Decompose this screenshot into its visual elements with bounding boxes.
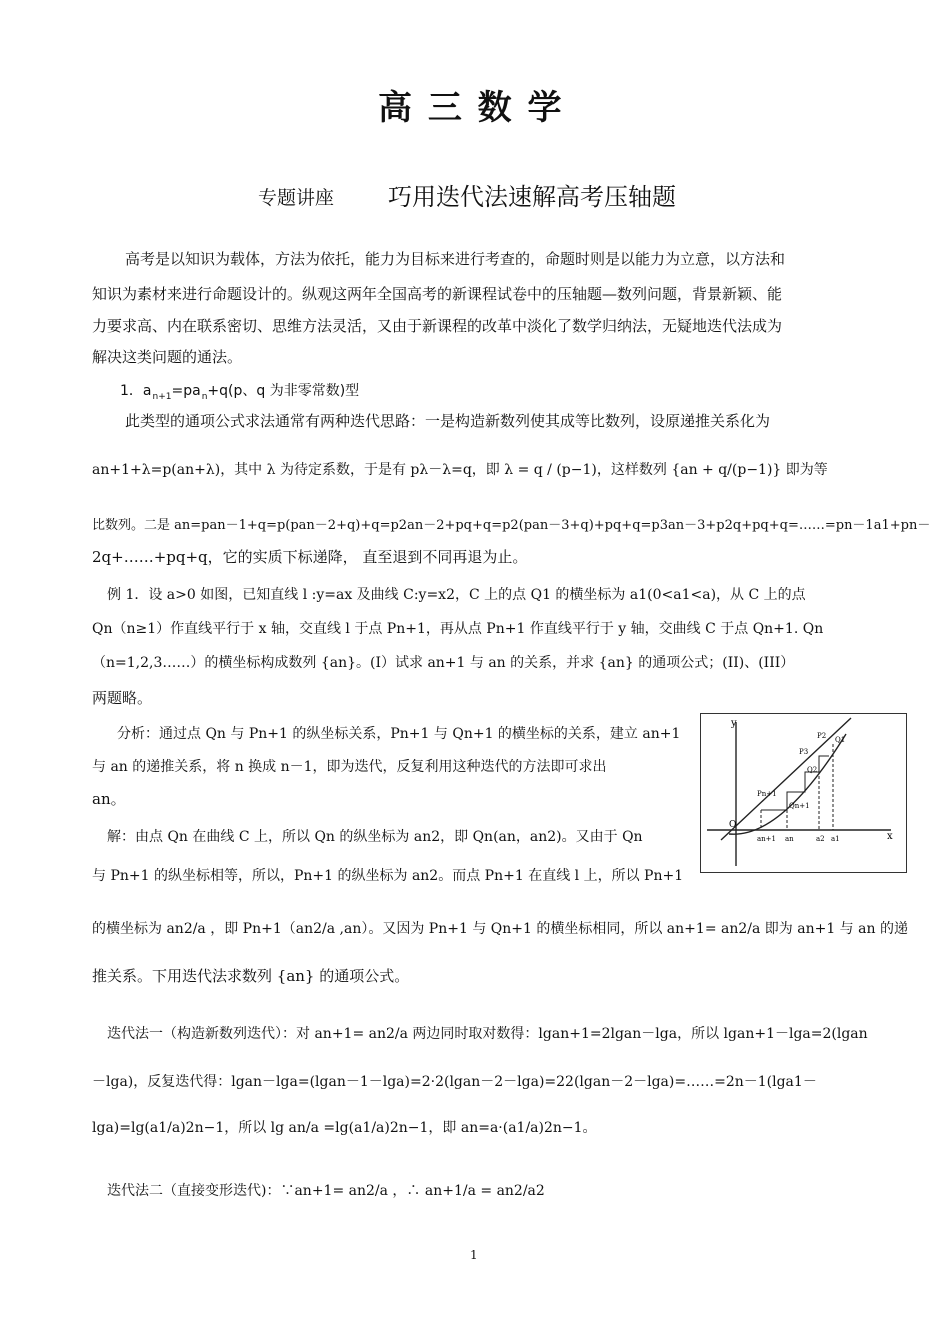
section-heading: [120, 381, 359, 407]
label-q2: Q2: [807, 766, 818, 774]
y-axis-label: y: [731, 718, 737, 729]
section-heading-prefix: 1．a: [120, 383, 152, 399]
label-a2: a2: [816, 835, 825, 843]
method1-line-2: －lga)，反复迭代得：lgan－lga=(lgan－1－lga)=2·2(lgan－2－lga)=22(lgan－2－lga)=……=2n－1(lga1－: [92, 1074, 817, 1090]
label-an1: an+1: [757, 835, 777, 843]
line-l: [721, 718, 851, 840]
label-an: an: [785, 835, 794, 843]
label-p2: P2: [817, 732, 827, 740]
curve-c: [729, 734, 846, 834]
subtitle-topic: 巧用迭代法速解高考压轴题: [388, 183, 676, 211]
label-q1: Q1: [835, 736, 846, 744]
method2-line-1: 迭代法二（直接变形迭代)：∵an+1= an2/a ，∴ an+1/a = an2/a2: [107, 1183, 545, 1199]
origin-label: O: [729, 820, 737, 830]
section-heading-sub2: n: [201, 392, 208, 402]
section1-line-2: an+1+λ=p(an+λ)，其中 λ 为待定系数，于是有 pλ－λ=q，即 λ = q / (p−1)，这样数列 {an + q/(p−1)} 即为等: [92, 462, 828, 478]
section1-line-4: 2q+……+pq+q，它的实质下标递降， 直至退到不同再退为止。: [92, 548, 528, 566]
section1-line-3: 比数列。二是 an=pan－1+q=p(pan－2+q)+q=p2an－2+pq+q=p2(pan－3+q)+pq+q=p3an－3+p2q+pq+q=……=pn－1a1+pn－: [92, 518, 931, 533]
figure-svg: [701, 714, 906, 872]
example-line-1: 例 1．设 a>0 如图，已知直线 l :y=ax 及曲线 C:y=x2，C 上的点 Q1 的横坐标为 a1(0<a1<a)，从 C 上的点: [107, 587, 806, 603]
intro-line-1: 高考是以知识为载体，方法为依托，能力为目标来进行考查的，命题时则是以能力为立意，以方法和: [125, 250, 786, 268]
example-line-3: （n=1,2,3……）的横坐标构成数列 {an}。(I）试求 an+1 与 an 的关系，并求 {an} 的通项公式；(II)、(III）: [92, 655, 795, 671]
figure-diagram: [700, 713, 907, 873]
solution-line-3: 的横坐标为 an2/a ，即 Pn+1（an2/a ,an）。又因为 Pn+1 与 Qn+1 的横坐标相同，所以 an+1= an2/a 即为 an+1 与 an 的递: [92, 921, 908, 937]
section-heading-suffix: +q(p、q 为非零常数)型: [207, 383, 360, 399]
analysis-line-2: 与 an 的递推关系，将 n 换成 n－1，即为迭代，反复利用这种迭代的方法即可求出: [92, 759, 607, 775]
label-pn1: Pn+1: [757, 790, 777, 798]
intro-line-4: 解决这类问题的通法。: [92, 348, 243, 366]
section-heading-mid: =pa: [171, 383, 201, 399]
analysis-line-3: an。: [92, 790, 126, 808]
example-line-2: Qn（n≥1）作直线平行于 x 轴，交直线 l 于点 Pn+1，再从点 Pn+1 作直线平行于 y 轴，交曲线 C 于点 Qn+1. Qn: [92, 621, 824, 637]
section-heading-sub1: n+1: [152, 392, 172, 402]
method1-line-1: 迭代法一（构造新数列迭代）：对 an+1= an2/a 两边同时取对数得：lgan+1=2lgan－lga，所以 lgan+1－lga=2(lgan: [107, 1026, 868, 1042]
analysis-line-1: 分析：通过点 Qn 与 Pn+1 的纵坐标关系，Pn+1 与 Qn+1 的横坐标的关系，建立 an+1: [117, 726, 681, 742]
label-p3: P3: [799, 748, 809, 756]
example-line-4: 两题略。: [92, 689, 153, 707]
label-qn1: Qn+1: [789, 802, 810, 810]
section1-line-1: 此类型的通项公式求法通常有两种迭代思路：一是构造新数列使其成等比数列，设原递推关系化为: [125, 412, 771, 430]
page-number: 1: [470, 1248, 478, 1262]
page-title: 高 三 数 学: [378, 88, 564, 128]
solution-line-4: 推关系。下用迭代法求数列 {an} 的通项公式。: [92, 967, 410, 985]
solution-line-1: 解：由点 Qn 在曲线 C 上，所以 Qn 的纵坐标为 an2，即 Qn(an，an2)。又由于 Qn: [107, 829, 643, 845]
intro-line-3: 力要求高、内在联系密切、思维方法灵活，又由于新课程的改革中淡化了数学归纳法，无疑地迭代法成为: [92, 317, 783, 335]
intro-line-2: 知识为素材来进行命题设计的。纵观这两年全国高考的新课程试卷中的压轴题—数列问题，背景新颖、能: [92, 285, 783, 303]
solution-line-2: 与 Pn+1 的纵坐标相等，所以，Pn+1 的纵坐标为 an2。而点 Pn+1 在直线 l 上，所以 Pn+1: [92, 868, 684, 884]
label-a1: a1: [831, 835, 840, 843]
method1-line-3: lga)=lg(a1/a)2n−1，所以 lg an/a =lg(a1/a)2n−1，即 an=a·(a1/a)2n−1。: [92, 1120, 597, 1136]
subtitle-label: 专题讲座: [258, 187, 335, 209]
x-axis-label: x: [887, 831, 893, 842]
